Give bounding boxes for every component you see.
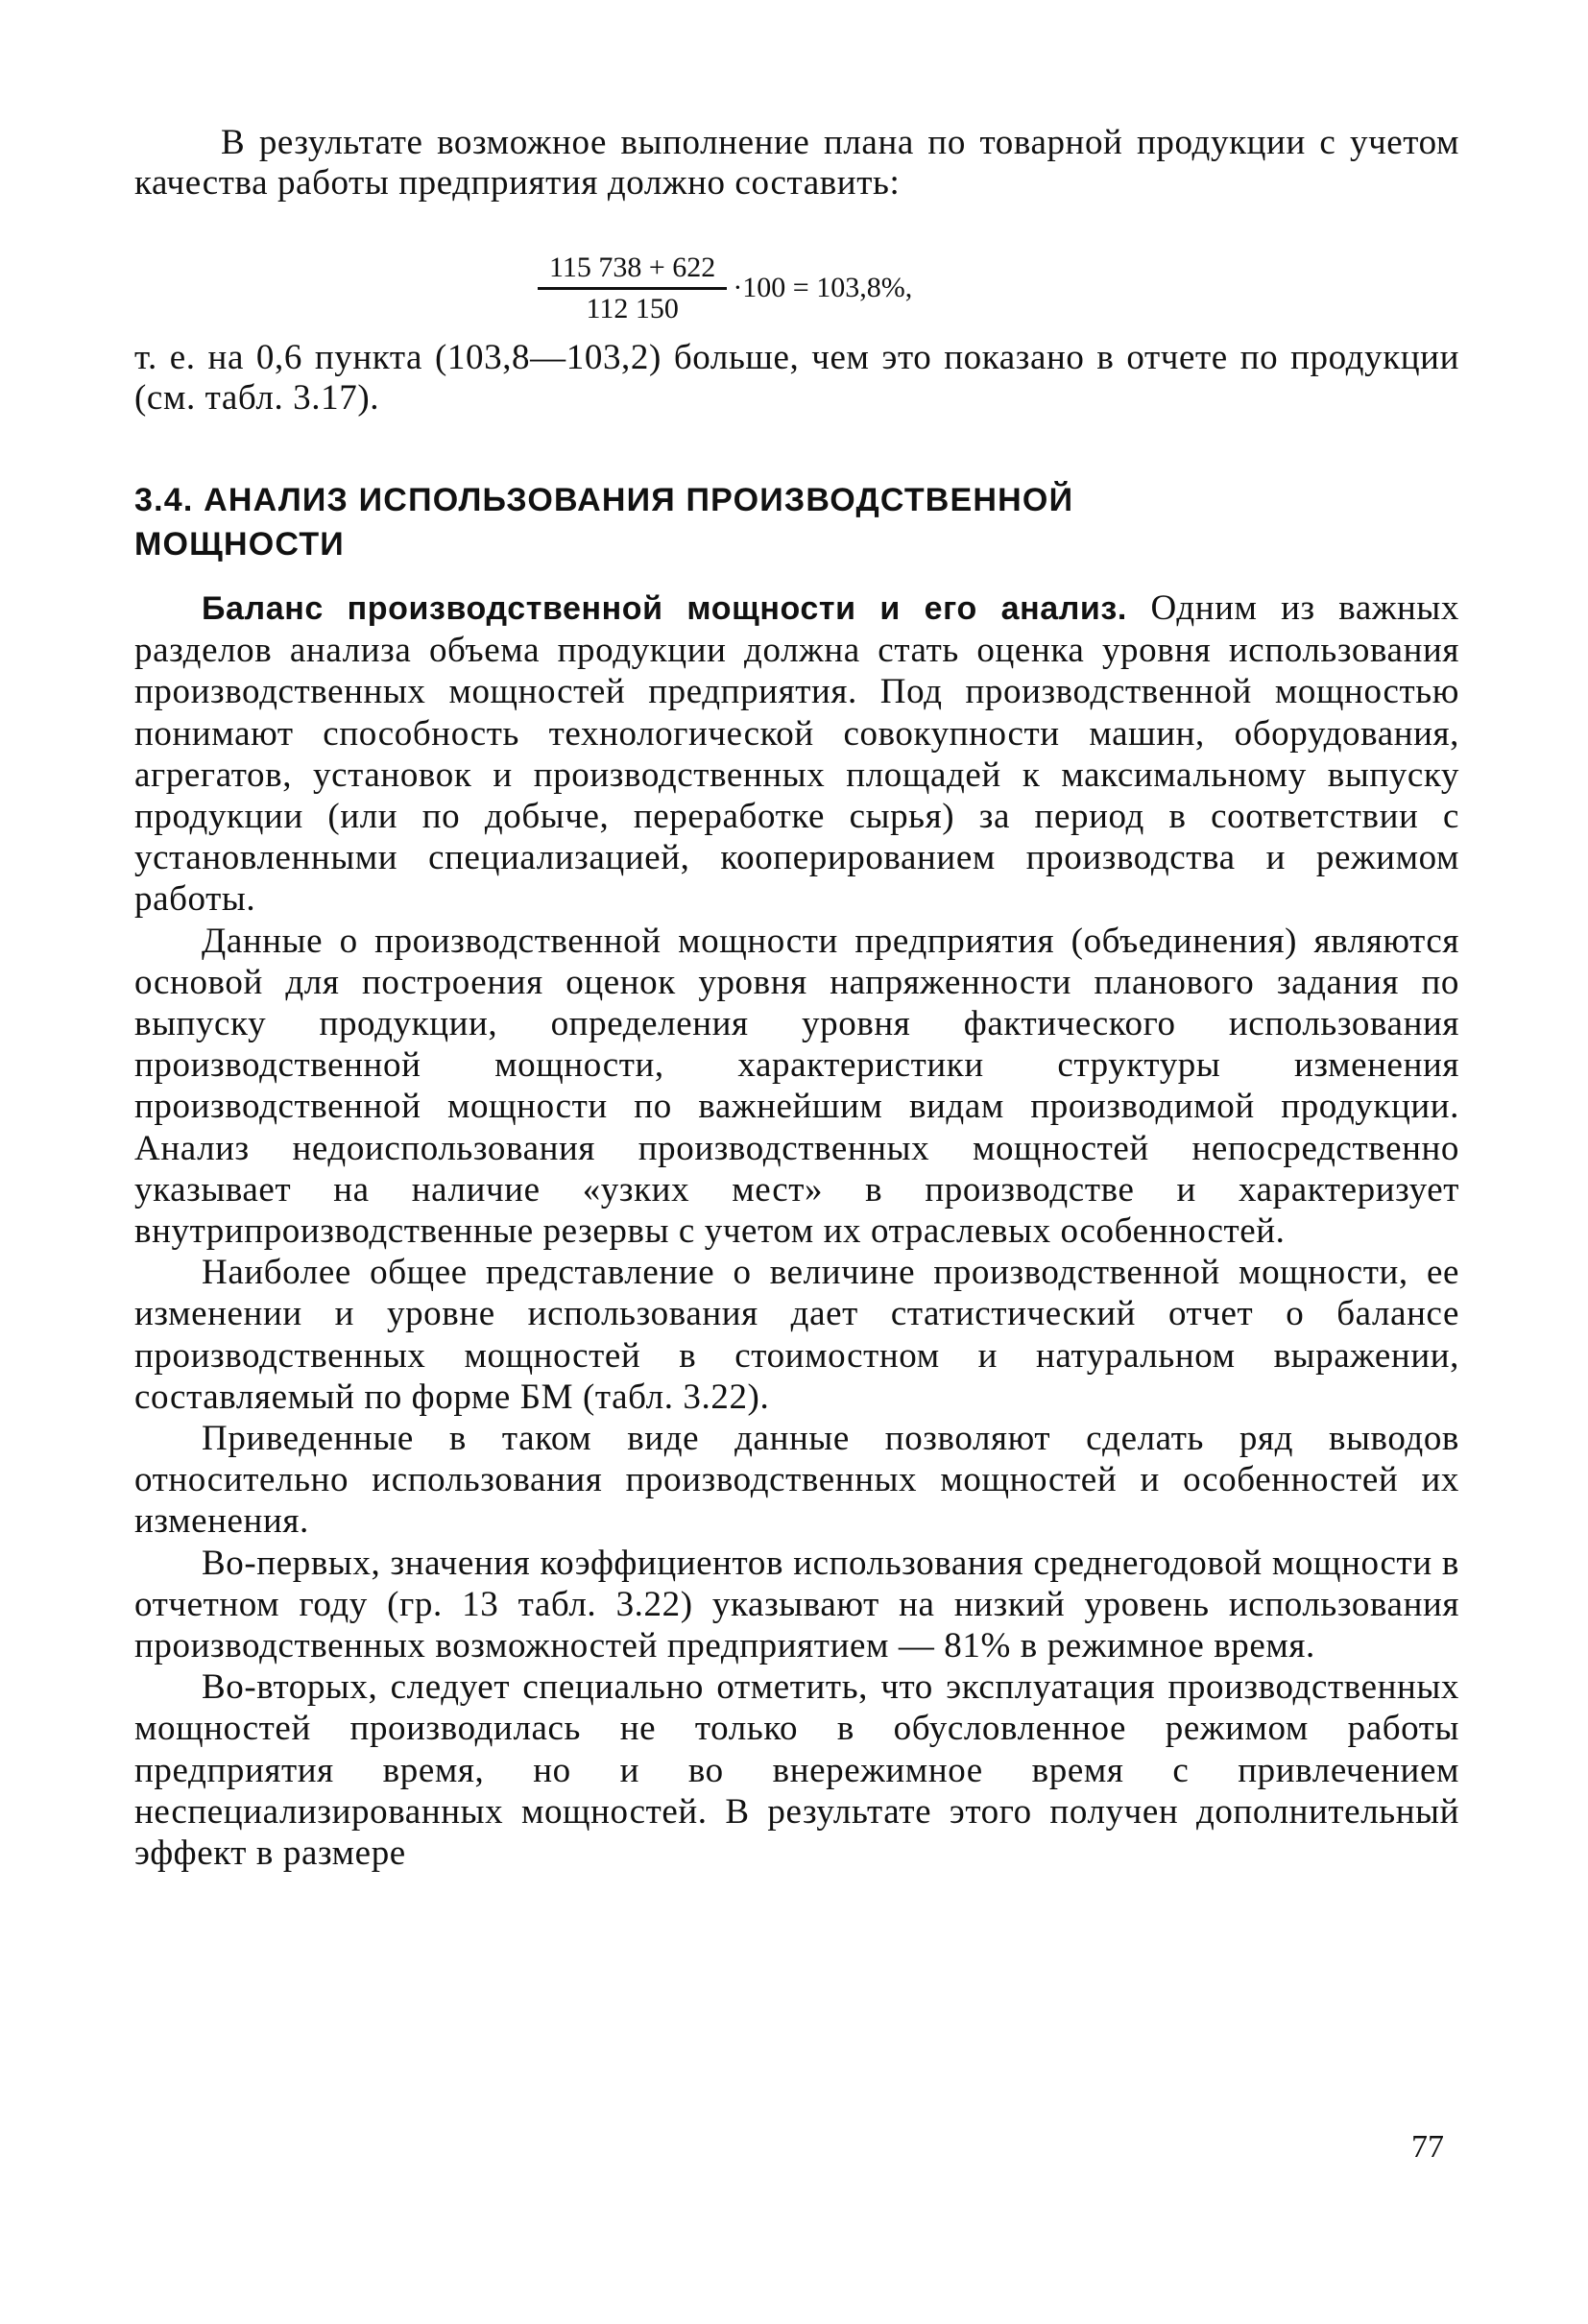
intro-block bbox=[134, 123, 1459, 204]
section-body bbox=[134, 587, 1459, 1874]
run-in-title: Баланс производственной мощности и его анализ. bbox=[202, 590, 1127, 627]
paragraph-1 bbox=[134, 587, 1459, 921]
after-formula-paragraph: т. е. на 0,6 пункта (103,8—103,2) больше, чем это показано в отчете по продукции (см. табл. 3.17). bbox=[134, 338, 1459, 418]
after-formula-block bbox=[134, 338, 1459, 419]
page-number: 77 bbox=[1411, 2129, 1444, 2165]
formula-result: ·100 = 103,8%, bbox=[733, 272, 913, 303]
section-heading: 3.4. АНАЛИЗ ИСПОЛЬЗОВАНИЯ ПРОИЗВОДСТВЕННОЙ МОЩНОСТИ bbox=[134, 482, 1074, 563]
paragraph-1-text: Одним из важных разделов анализа объема продукции должна стать оценка уровня использования производственных мощностей предприятия. Под производственной мощностью понимают способность технологической совокупности машин, оборудования, агрегатов, установок и производственных площадей к максимальному выпуску продукции (или по добыче, переработке сырья) за период в соответствии с установленными специализацией, кооперированием производства и режимом работы. bbox=[134, 588, 1459, 920]
paragraph-6: Во-вторых, следует специально отметить, что эксплуатация производственных мощностей производилась не только в обусловленное режимом работы предприятия время, но и во внережимное время с привлечением неспециализированных мощностей. В результате этого получен дополнительный эффект в размере bbox=[134, 1667, 1459, 1874]
formula-denominator: 112 150 bbox=[586, 292, 679, 324]
paragraph-4: Приведенные в таком виде данные позволяют сделать ряд выводов относительно использования производственных мощностей и особенностей их изменения. bbox=[134, 1419, 1459, 1542]
paragraph-2: Данные о производственной мощности предприятия (объединения) являются основой для построения оценок уровня напряженности планового задания по выпуску продукции, определения уровня фактического использования производственной мощности, характеристики структуры изменения производственной мощности по важнейшим видам производимой продукции. Анализ недоиспользования производственных мощностей непосредственно указывает на наличие «узких мест» в производстве и характеризует внутрипроизводственные резервы с учетом их отраслевых особенностей. bbox=[134, 921, 1459, 1252]
intro-paragraph: В результате возможное выполнение плана по товарной продукции с учетом качества работы предприятия должно составить: bbox=[134, 123, 1459, 203]
formula-numerator: 115 738 + 622 bbox=[538, 251, 727, 290]
formula-fraction bbox=[538, 251, 727, 326]
paragraph-5: Во-первых, значения коэффициентов использования среднегодовой мощности в отчетном году (гр. 13 табл. 3.22) указывают на низкий уровень использования производственных возможностей предприятием — 81% в режимное время. bbox=[134, 1543, 1459, 1666]
paragraph-3: Наиболее общее представление о величине производственной мощности, ее изменении и уровне использования дает статистический отчет о балансе производственных мощностей в стоимостном и натуральном выражении, составляемый по форме БМ (табл. 3.22). bbox=[134, 1253, 1459, 1417]
formula bbox=[538, 240, 912, 336]
